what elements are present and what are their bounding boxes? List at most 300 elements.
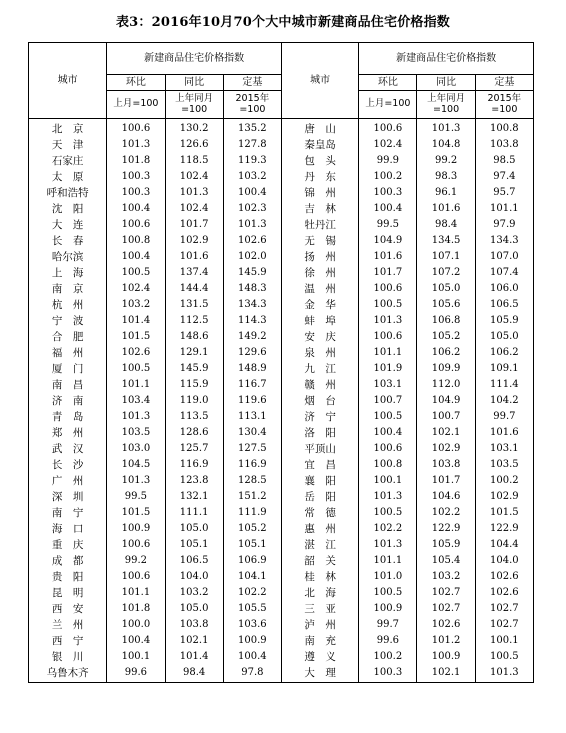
table-row	[29, 200, 534, 216]
cell-yoy-left: 101.6	[165, 248, 223, 264]
index-group-header-right: 新建商品住宅价格指数	[359, 43, 534, 75]
cell-mom-right: 100.6	[359, 440, 417, 456]
cell-mom-left: 101.3	[107, 472, 165, 488]
cell-city-right: 蚌 埠	[281, 312, 358, 328]
cell-city-left: 上 海	[29, 264, 107, 280]
table-row	[29, 168, 534, 184]
cell-mom-left: 101.4	[107, 312, 165, 328]
cell-mom-left: 100.6	[107, 536, 165, 552]
cell-yoy-left: 126.6	[165, 136, 223, 152]
cell-mom-left: 100.6	[107, 216, 165, 232]
cell-fixed-base-right: 101.6	[475, 424, 533, 440]
cell-city-left: 郑 州	[29, 424, 107, 440]
cell-city-left: 贵 阳	[29, 568, 107, 584]
cell-mom-right: 103.1	[359, 376, 417, 392]
cell-yoy-right: 105.9	[417, 536, 475, 552]
cell-mom-right: 104.9	[359, 232, 417, 248]
cell-mom-right: 101.7	[359, 264, 417, 280]
table-row	[29, 344, 534, 360]
cell-mom-right: 102.4	[359, 136, 417, 152]
cell-fixed-base-right: 101.5	[475, 504, 533, 520]
table-row	[29, 376, 534, 392]
yoy-base-right: 上年同月=100	[417, 91, 475, 119]
cell-mom-right: 100.7	[359, 392, 417, 408]
table-row	[29, 312, 534, 328]
cell-mom-left: 100.5	[107, 264, 165, 280]
cell-yoy-right: 102.1	[417, 424, 475, 440]
cell-fixed-base-left: 104.1	[223, 568, 281, 584]
cell-city-right: 泸 州	[281, 616, 358, 632]
cell-fixed-base-right: 106.0	[475, 280, 533, 296]
cell-mom-right: 100.6	[359, 328, 417, 344]
table-row	[29, 264, 534, 280]
cell-mom-left: 101.8	[107, 152, 165, 168]
cell-mom-right: 100.5	[359, 408, 417, 424]
cell-fixed-base-right: 102.6	[475, 568, 533, 584]
cell-yoy-right: 105.4	[417, 552, 475, 568]
cell-yoy-right: 109.9	[417, 360, 475, 376]
table-row	[29, 472, 534, 488]
cell-yoy-left: 103.2	[165, 584, 223, 600]
cell-mom-right: 100.5	[359, 296, 417, 312]
table-row	[29, 296, 534, 312]
cell-city-left: 宁 波	[29, 312, 107, 328]
cell-fixed-base-right: 104.2	[475, 392, 533, 408]
cell-mom-right: 101.1	[359, 344, 417, 360]
cell-fixed-base-left: 116.9	[223, 456, 281, 472]
cell-fixed-base-right: 104.4	[475, 536, 533, 552]
cell-mom-right: 100.4	[359, 200, 417, 216]
cell-yoy-right: 102.6	[417, 616, 475, 632]
cell-mom-right: 101.3	[359, 312, 417, 328]
fixed-base-ref-right: 2015年=100	[475, 91, 533, 119]
cell-city-left: 厦 门	[29, 360, 107, 376]
cell-mom-left: 101.3	[107, 136, 165, 152]
cell-yoy-left: 104.0	[165, 568, 223, 584]
cell-mom-right: 100.3	[359, 184, 417, 200]
cell-city-right: 岳 阳	[281, 488, 358, 504]
cell-fixed-base-right: 100.8	[475, 119, 533, 137]
cell-yoy-right: 107.1	[417, 248, 475, 264]
cell-city-left: 乌鲁木齐	[29, 664, 107, 683]
mom-base-left: 上月=100	[107, 91, 165, 119]
cell-fixed-base-left: 134.3	[223, 296, 281, 312]
cell-fixed-base-left: 100.4	[223, 184, 281, 200]
cell-fixed-base-right: 105.9	[475, 312, 533, 328]
table-row	[29, 136, 534, 152]
cell-city-left: 太 原	[29, 168, 107, 184]
cell-fixed-base-right: 111.4	[475, 376, 533, 392]
cell-fixed-base-right: 100.2	[475, 472, 533, 488]
table-row	[29, 520, 534, 536]
cell-mom-right: 101.3	[359, 488, 417, 504]
cell-yoy-left: 137.4	[165, 264, 223, 280]
cell-mom-left: 100.0	[107, 616, 165, 632]
cell-fixed-base-right: 104.0	[475, 552, 533, 568]
cell-fixed-base-left: 100.4	[223, 648, 281, 664]
cell-fixed-base-left: 103.6	[223, 616, 281, 632]
cell-mom-left: 101.1	[107, 376, 165, 392]
cell-fixed-base-left: 151.2	[223, 488, 281, 504]
cell-city-left: 海 口	[29, 520, 107, 536]
cell-city-right: 韶 关	[281, 552, 358, 568]
table-row	[29, 648, 534, 664]
cell-yoy-left: 113.5	[165, 408, 223, 424]
cell-yoy-right: 98.3	[417, 168, 475, 184]
cell-city-right: 徐 州	[281, 264, 358, 280]
cell-mom-right: 99.6	[359, 632, 417, 648]
cell-city-right: 泉 州	[281, 344, 358, 360]
cell-yoy-left: 131.5	[165, 296, 223, 312]
cell-yoy-left: 101.4	[165, 648, 223, 664]
table-body	[29, 119, 534, 683]
cell-city-left: 沈 阳	[29, 200, 107, 216]
cell-mom-left: 100.3	[107, 168, 165, 184]
cell-city-right: 烟 台	[281, 392, 358, 408]
cell-fixed-base-left: 106.9	[223, 552, 281, 568]
cell-city-left: 西 宁	[29, 632, 107, 648]
cell-city-left: 昆 明	[29, 584, 107, 600]
yoy-base-left: 上年同月=100	[165, 91, 223, 119]
cell-city-left: 深 圳	[29, 488, 107, 504]
cell-yoy-right: 102.2	[417, 504, 475, 520]
cell-yoy-right: 102.7	[417, 600, 475, 616]
cell-city-right: 赣 州	[281, 376, 358, 392]
table-row	[29, 119, 534, 137]
cell-mom-left: 100.1	[107, 648, 165, 664]
cell-yoy-left: 102.4	[165, 200, 223, 216]
cell-fixed-base-left: 149.2	[223, 328, 281, 344]
cell-yoy-left: 102.4	[165, 168, 223, 184]
cell-yoy-left: 123.8	[165, 472, 223, 488]
cell-mom-right: 101.6	[359, 248, 417, 264]
cell-mom-right: 101.9	[359, 360, 417, 376]
cell-mom-right: 100.6	[359, 119, 417, 137]
cell-city-left: 兰 州	[29, 616, 107, 632]
cell-fixed-base-left: 135.2	[223, 119, 281, 137]
cell-city-right: 襄 阳	[281, 472, 358, 488]
cell-city-right: 遵 义	[281, 648, 358, 664]
cell-city-right: 扬 州	[281, 248, 358, 264]
cell-city-left: 济 南	[29, 392, 107, 408]
cell-yoy-left: 128.6	[165, 424, 223, 440]
cell-mom-left: 103.0	[107, 440, 165, 456]
cell-fixed-base-left: 148.9	[223, 360, 281, 376]
city-column-header-right: 城市	[281, 43, 358, 119]
cell-city-right: 唐 山	[281, 119, 358, 137]
cell-city-left: 北 京	[29, 119, 107, 137]
cell-yoy-left: 130.2	[165, 119, 223, 137]
cell-yoy-left: 106.5	[165, 552, 223, 568]
cell-fixed-base-right: 103.5	[475, 456, 533, 472]
table-row	[29, 632, 534, 648]
cell-fixed-base-left: 130.4	[223, 424, 281, 440]
cell-fixed-base-left: 119.6	[223, 392, 281, 408]
cell-fixed-base-left: 101.3	[223, 216, 281, 232]
cell-yoy-left: 105.0	[165, 600, 223, 616]
cell-city-right: 平顶山	[281, 440, 358, 456]
cell-mom-right: 100.3	[359, 664, 417, 683]
cell-fixed-base-left: 97.8	[223, 664, 281, 683]
cell-city-left: 重 庆	[29, 536, 107, 552]
cell-mom-right: 101.1	[359, 552, 417, 568]
cell-fixed-base-right: 102.7	[475, 616, 533, 632]
cell-city-right: 三 亚	[281, 600, 358, 616]
cell-city-right: 金 华	[281, 296, 358, 312]
table-row	[29, 488, 534, 504]
cell-yoy-right: 98.4	[417, 216, 475, 232]
cell-city-left: 长 沙	[29, 456, 107, 472]
cell-fixed-base-right: 134.3	[475, 232, 533, 248]
cell-city-left: 合 肥	[29, 328, 107, 344]
cell-mom-right: 100.2	[359, 168, 417, 184]
cell-mom-left: 100.6	[107, 568, 165, 584]
table-row	[29, 600, 534, 616]
cell-mom-left: 100.8	[107, 232, 165, 248]
cell-fixed-base-right: 103.1	[475, 440, 533, 456]
cell-yoy-left: 98.4	[165, 664, 223, 683]
cell-mom-left: 101.8	[107, 600, 165, 616]
cell-mom-left: 100.4	[107, 248, 165, 264]
cell-fixed-base-left: 105.1	[223, 536, 281, 552]
fixed-base-header-right: 定基	[475, 75, 533, 91]
cell-city-right: 锦 州	[281, 184, 358, 200]
cell-city-left: 成 都	[29, 552, 107, 568]
cell-yoy-right: 122.9	[417, 520, 475, 536]
cell-city-left: 呼和浩特	[29, 184, 107, 200]
cell-fixed-base-right: 95.7	[475, 184, 533, 200]
cell-fixed-base-right: 102.9	[475, 488, 533, 504]
cell-yoy-right: 106.8	[417, 312, 475, 328]
cell-fixed-base-right: 103.8	[475, 136, 533, 152]
cell-fixed-base-right: 98.5	[475, 152, 533, 168]
cell-city-right: 宜 昌	[281, 456, 358, 472]
cell-fixed-base-right: 102.7	[475, 600, 533, 616]
cell-fixed-base-right: 101.1	[475, 200, 533, 216]
cell-yoy-right: 102.9	[417, 440, 475, 456]
cell-yoy-right: 104.8	[417, 136, 475, 152]
cell-mom-left: 99.6	[107, 664, 165, 683]
cell-city-left: 西 安	[29, 600, 107, 616]
cell-mom-left: 103.5	[107, 424, 165, 440]
cell-mom-right: 100.2	[359, 648, 417, 664]
cell-yoy-left: 101.7	[165, 216, 223, 232]
fixed-base-header-left: 定基	[223, 75, 281, 91]
cell-fixed-base-right: 107.4	[475, 264, 533, 280]
cell-mom-right: 101.0	[359, 568, 417, 584]
cell-yoy-right: 101.6	[417, 200, 475, 216]
cell-yoy-right: 102.1	[417, 664, 475, 683]
mom-header-right: 环比	[359, 75, 417, 91]
cell-fixed-base-right: 97.4	[475, 168, 533, 184]
index-group-header-left: 新建商品住宅价格指数	[107, 43, 282, 75]
table-title: 表3：2016年10月70个大中城市新建商品住宅价格指数	[115, 15, 450, 30]
cell-mom-left: 101.5	[107, 328, 165, 344]
table-row	[29, 536, 534, 552]
table-row	[29, 280, 534, 296]
table-row	[29, 440, 534, 456]
cell-mom-left: 100.4	[107, 632, 165, 648]
cell-city-right: 大 理	[281, 664, 358, 683]
cell-fixed-base-right: 102.6	[475, 584, 533, 600]
cell-mom-left: 100.3	[107, 184, 165, 200]
cell-city-right: 包 头	[281, 152, 358, 168]
cell-fixed-base-left: 129.6	[223, 344, 281, 360]
table-row	[29, 424, 534, 440]
cell-mom-right: 101.3	[359, 536, 417, 552]
cell-fixed-base-left: 128.5	[223, 472, 281, 488]
cell-yoy-right: 100.7	[417, 408, 475, 424]
table-row	[29, 392, 534, 408]
cell-fixed-base-left: 127.5	[223, 440, 281, 456]
cell-fixed-base-right: 105.0	[475, 328, 533, 344]
cell-fixed-base-left: 116.7	[223, 376, 281, 392]
cell-mom-right: 100.9	[359, 600, 417, 616]
cell-yoy-left: 145.9	[165, 360, 223, 376]
cell-fixed-base-right: 122.9	[475, 520, 533, 536]
cell-fixed-base-right: 101.3	[475, 664, 533, 683]
cell-fixed-base-right: 99.7	[475, 408, 533, 424]
cell-mom-right: 99.9	[359, 152, 417, 168]
cell-mom-right: 99.5	[359, 216, 417, 232]
cell-city-right: 桂 林	[281, 568, 358, 584]
cell-mom-left: 99.5	[107, 488, 165, 504]
cell-mom-left: 101.5	[107, 504, 165, 520]
cell-city-left: 石家庄	[29, 152, 107, 168]
cell-fixed-base-left: 148.3	[223, 280, 281, 296]
cell-fixed-base-left: 102.6	[223, 232, 281, 248]
cell-city-right: 惠 州	[281, 520, 358, 536]
cell-mom-right: 100.5	[359, 504, 417, 520]
cell-yoy-right: 103.8	[417, 456, 475, 472]
cell-fixed-base-right: 107.0	[475, 248, 533, 264]
cell-fixed-base-left: 103.2	[223, 168, 281, 184]
cell-city-left: 武 汉	[29, 440, 107, 456]
table-row	[29, 328, 534, 344]
cell-mom-right: 102.2	[359, 520, 417, 536]
table-row	[29, 664, 534, 683]
table-row	[29, 568, 534, 584]
cell-yoy-left: 144.4	[165, 280, 223, 296]
cell-fixed-base-left: 111.9	[223, 504, 281, 520]
cell-yoy-left: 125.7	[165, 440, 223, 456]
table-row	[29, 184, 534, 200]
cell-mom-left: 101.3	[107, 408, 165, 424]
cell-mom-left: 101.1	[107, 584, 165, 600]
cell-city-left: 广 州	[29, 472, 107, 488]
cell-yoy-right: 107.2	[417, 264, 475, 280]
cell-yoy-right: 106.2	[417, 344, 475, 360]
table-row	[29, 504, 534, 520]
cell-city-left: 长 春	[29, 232, 107, 248]
table-row	[29, 152, 534, 168]
cell-yoy-right: 134.5	[417, 232, 475, 248]
table-row	[29, 248, 534, 264]
table-row	[29, 360, 534, 376]
cell-yoy-right: 103.2	[417, 568, 475, 584]
cell-mom-left: 100.9	[107, 520, 165, 536]
cell-mom-left: 102.4	[107, 280, 165, 296]
cell-yoy-left: 115.9	[165, 376, 223, 392]
cell-yoy-right: 104.9	[417, 392, 475, 408]
cell-fixed-base-left: 113.1	[223, 408, 281, 424]
cell-city-left: 南 京	[29, 280, 107, 296]
cell-city-left: 南 宁	[29, 504, 107, 520]
cell-yoy-right: 101.7	[417, 472, 475, 488]
cell-fixed-base-left: 102.2	[223, 584, 281, 600]
cell-fixed-base-left: 100.9	[223, 632, 281, 648]
cell-yoy-right: 101.2	[417, 632, 475, 648]
table-row	[29, 552, 534, 568]
city-column-header-left: 城市	[29, 43, 107, 119]
cell-city-left: 天 津	[29, 136, 107, 152]
cell-yoy-left: 129.1	[165, 344, 223, 360]
table-row	[29, 408, 534, 424]
cell-city-left: 杭 州	[29, 296, 107, 312]
cell-city-right: 南 充	[281, 632, 358, 648]
cell-fixed-base-right: 109.1	[475, 360, 533, 376]
cell-fixed-base-left: 102.0	[223, 248, 281, 264]
table-row	[29, 584, 534, 600]
cell-yoy-right: 104.6	[417, 488, 475, 504]
cell-mom-left: 100.4	[107, 200, 165, 216]
cell-city-right: 济 宁	[281, 408, 358, 424]
price-index-table	[28, 42, 534, 683]
table-row	[29, 232, 534, 248]
cell-yoy-left: 111.1	[165, 504, 223, 520]
table-row	[29, 216, 534, 232]
cell-yoy-left: 103.8	[165, 616, 223, 632]
cell-mom-right: 100.6	[359, 280, 417, 296]
cell-yoy-left: 102.9	[165, 232, 223, 248]
cell-yoy-left: 112.5	[165, 312, 223, 328]
cell-yoy-left: 101.3	[165, 184, 223, 200]
cell-city-right: 无 锡	[281, 232, 358, 248]
cell-fixed-base-right: 97.9	[475, 216, 533, 232]
cell-yoy-right: 100.9	[417, 648, 475, 664]
cell-yoy-right: 105.6	[417, 296, 475, 312]
cell-yoy-left: 148.6	[165, 328, 223, 344]
table-row	[29, 616, 534, 632]
cell-city-right: 牡丹江	[281, 216, 358, 232]
cell-yoy-right: 112.0	[417, 376, 475, 392]
cell-yoy-right: 105.2	[417, 328, 475, 344]
mom-base-right: 上月=100	[359, 91, 417, 119]
cell-city-right: 吉 林	[281, 200, 358, 216]
table-row	[29, 456, 534, 472]
cell-city-right: 秦皇岛	[281, 136, 358, 152]
cell-city-left: 福 州	[29, 344, 107, 360]
cell-city-left: 哈尔滨	[29, 248, 107, 264]
cell-yoy-right: 105.0	[417, 280, 475, 296]
cell-yoy-left: 102.1	[165, 632, 223, 648]
cell-city-right: 安 庆	[281, 328, 358, 344]
cell-fixed-base-left: 105.5	[223, 600, 281, 616]
cell-yoy-right: 102.7	[417, 584, 475, 600]
cell-fixed-base-right: 100.1	[475, 632, 533, 648]
cell-city-left: 南 昌	[29, 376, 107, 392]
cell-fixed-base-left: 105.2	[223, 520, 281, 536]
cell-mom-right: 100.1	[359, 472, 417, 488]
cell-fixed-base-right: 106.5	[475, 296, 533, 312]
cell-city-right: 丹 东	[281, 168, 358, 184]
cell-fixed-base-left: 145.9	[223, 264, 281, 280]
cell-city-left: 青 岛	[29, 408, 107, 424]
cell-mom-left: 102.6	[107, 344, 165, 360]
cell-mom-left: 100.6	[107, 119, 165, 137]
cell-mom-right: 100.4	[359, 424, 417, 440]
cell-city-right: 北 海	[281, 584, 358, 600]
